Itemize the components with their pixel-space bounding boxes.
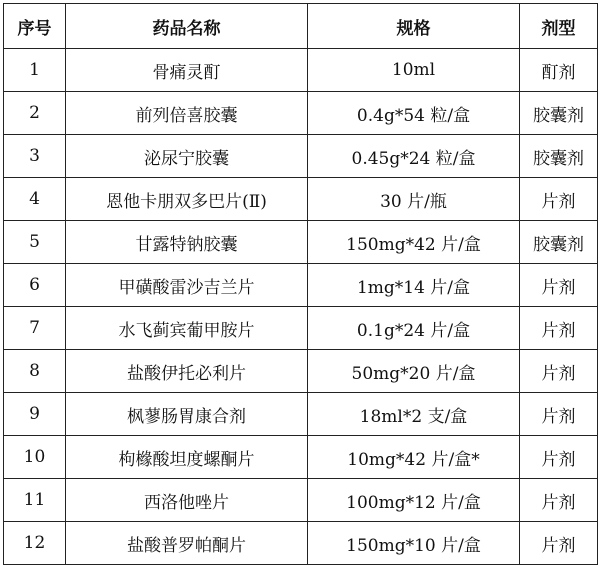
cell-name: 前列倍喜胶囊 [66, 92, 308, 135]
cell-form: 胶囊剂 [520, 135, 598, 178]
cell-no: 2 [4, 92, 66, 135]
cell-no: 3 [4, 135, 66, 178]
cell-spec: 0.1g*24 片/盒 [308, 307, 520, 350]
cell-name: 甲磺酸雷沙吉兰片 [66, 264, 308, 307]
cell-spec: 1mg*14 片/盒 [308, 264, 520, 307]
table-row [4, 436, 598, 479]
cell-form: 片剂 [520, 436, 598, 479]
table-row [4, 178, 598, 221]
cell-no: 5 [4, 221, 66, 264]
cell-spec: 100mg*12 片/盒 [308, 479, 520, 522]
cell-form: 片剂 [520, 522, 598, 565]
cell-no: 10 [4, 436, 66, 479]
table-row [4, 479, 598, 522]
table-row [4, 350, 598, 393]
table-row [4, 92, 598, 135]
cell-spec: 10ml [308, 49, 520, 92]
cell-name: 枸橼酸坦度螺酮片 [66, 436, 308, 479]
table-row [4, 522, 598, 565]
table-row [4, 135, 598, 178]
cell-name: 西洛他唑片 [66, 479, 308, 522]
cell-no: 6 [4, 264, 66, 307]
cell-no: 7 [4, 307, 66, 350]
cell-name: 盐酸伊托必利片 [66, 350, 308, 393]
cell-form: 片剂 [520, 178, 598, 221]
table-header-row [4, 4, 598, 49]
cell-spec: 10mg*42 片/盒* [308, 436, 520, 479]
cell-spec: 0.4g*54 粒/盒 [308, 92, 520, 135]
cell-no: 9 [4, 393, 66, 436]
cell-spec: 150mg*42 片/盒 [308, 221, 520, 264]
cell-no: 4 [4, 178, 66, 221]
cell-spec: 0.45g*24 粒/盒 [308, 135, 520, 178]
header-no: 序号 [4, 4, 66, 49]
cell-form: 片剂 [520, 307, 598, 350]
table-row [4, 49, 598, 92]
cell-form: 酊剂 [520, 49, 598, 92]
cell-spec: 50mg*20 片/盒 [308, 350, 520, 393]
cell-form: 胶囊剂 [520, 92, 598, 135]
cell-form: 片剂 [520, 350, 598, 393]
cell-spec: 18ml*2 支/盒 [308, 393, 520, 436]
cell-no: 1 [4, 49, 66, 92]
cell-spec: 150mg*10 片/盒 [308, 522, 520, 565]
header-form: 剂型 [520, 4, 598, 49]
table-row [4, 307, 598, 350]
drug-table [3, 3, 598, 565]
cell-name: 水飞蓟宾葡甲胺片 [66, 307, 308, 350]
cell-name: 枫蓼肠胃康合剂 [66, 393, 308, 436]
cell-name: 泌尿宁胶囊 [66, 135, 308, 178]
header-spec: 规格 [308, 4, 520, 49]
cell-name: 恩他卡朋双多巴片(Ⅱ) [66, 178, 308, 221]
cell-name: 骨痛灵酊 [66, 49, 308, 92]
cell-spec: 30 片/瓶 [308, 178, 520, 221]
cell-no: 8 [4, 350, 66, 393]
cell-no: 12 [4, 522, 66, 565]
cell-form: 片剂 [520, 393, 598, 436]
cell-form: 片剂 [520, 479, 598, 522]
table-row [4, 393, 598, 436]
cell-form: 胶囊剂 [520, 221, 598, 264]
cell-form: 片剂 [520, 264, 598, 307]
cell-name: 甘露特钠胶囊 [66, 221, 308, 264]
header-name: 药品名称 [66, 4, 308, 49]
table-row [4, 221, 598, 264]
cell-name: 盐酸普罗帕酮片 [66, 522, 308, 565]
cell-no: 11 [4, 479, 66, 522]
table-row [4, 264, 598, 307]
